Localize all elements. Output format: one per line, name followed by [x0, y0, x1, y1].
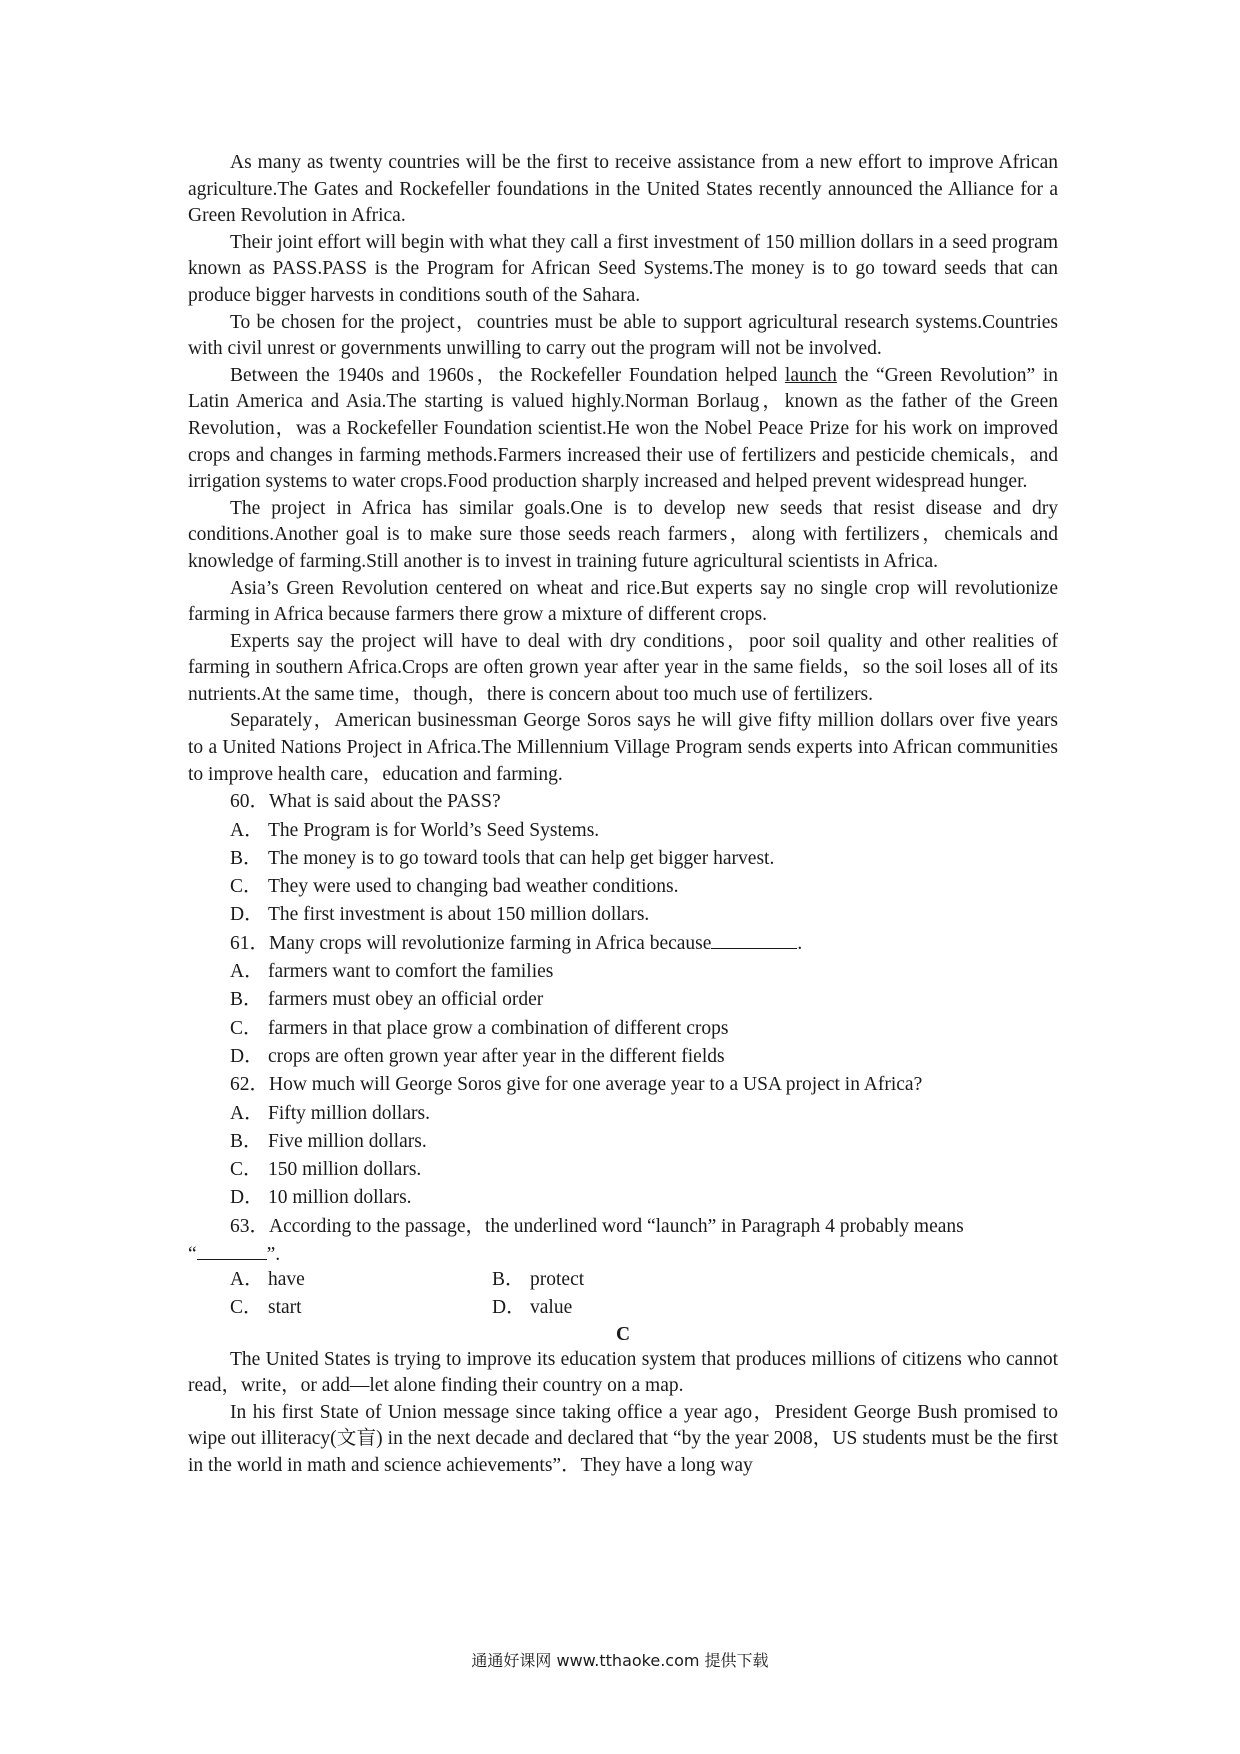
question-63-option-b: B． protect	[492, 1269, 585, 1290]
underlined-word-launch: launch	[784, 364, 837, 386]
passage-c-paragraph-1: The United States is trying to improve its education system that produces millions of citizens who cannot read，write，or add—let alone finding their country on a map.	[188, 1348, 1058, 1397]
question-63-option-c: C． start	[230, 1297, 302, 1319]
passage-b-paragraph-5: The project in Africa has similar goals.One is to develop new seeds that resist disease and dry conditions.Another goal is to make sure those seeds reach farmers，along with fertilizers，chemicals and knowledge of farming.Still another is to invest in training future agricultural scientists in Africa.	[188, 497, 1058, 572]
paragraph-4-text-before: Between the 1940s and 1960s，the Rockefeller Foundation helped	[230, 364, 785, 386]
question-63-option-d: D． value	[492, 1297, 573, 1319]
answer-blank	[711, 930, 797, 949]
paragraph-4-text-after: the “Green Revolution” in Latin America and Asia.The starting is valued highly.Norman Borlaug，known as the father of the Green Revolution，was a Rockefeller Foundation scientist.He won the Nobel Peace Prize for his work on improved crops and changes in farming methods.Farmers increased their use of fertilizers and pesticide chemicals，and irrigation systems to water crops.Food production sharply increased and helped prevent widespread hunger.	[188, 364, 1058, 493]
passage-b-paragraph-3: To be chosen for the project，countries must be able to support agricultural research systems.Countries with civil unrest or governments unwilling to carry out the program will not be involved.	[188, 311, 1058, 360]
passage-b-paragraph-7: Experts say the project will have to deal with dry conditions，poor soil quality and other realities of farming in southern Africa.Crops are often grown year after year in the same fields，so the soil loses all of its nutrients.At the same time，though，there is concern about too much use of fertilizers.	[188, 630, 1058, 705]
question-61-option-c: C． farmers in that place grow a combination of different crops	[230, 1017, 729, 1039]
question-63-stem-continuation: “ ”.	[188, 1241, 1058, 1266]
question-60-option-d: D． The first investment is about 150 million dollars.	[230, 904, 650, 926]
question-63-options-row-2	[188, 1294, 1058, 1322]
question-62-option-c: C． 150 million dollars.	[230, 1159, 422, 1181]
passage-b-paragraph-4	[188, 363, 1058, 496]
question-60-option-c: C． They were used to changing bad weather conditions.	[230, 876, 679, 898]
question-61-option-a: A． farmers want to comfort the families	[230, 961, 554, 983]
answer-blank	[197, 1241, 267, 1260]
question-61-option-b: B． farmers must obey an official order	[230, 989, 544, 1011]
page-footer: 通通好课网 www.tthaoke.com 提供下载	[471, 1651, 769, 1670]
passage-b-paragraph-8: Separately，American businessman George Soros says he will give fifty million dollars over five years to a United Nations Project in Africa.The Millennium Village Program sends experts into African communities to improve health care，education and farming.	[188, 710, 1058, 785]
passage-b-paragraph-1: As many as twenty countries will be the first to receive assistance from a new effort to improve African agriculture.The Gates and Rockefeller foundations in the United States recently announced the Alliance for a Green Revolution in Africa.	[188, 152, 1058, 227]
passage-c-paragraph-2: In his first State of Union message since taking office a year ago，President George Bush promised to wipe out illiteracy(文盲) in the next decade and declared that “by the year 2008，US students must be the first in the world in math and science achievements”．They have a long way	[188, 1401, 1058, 1476]
question-62-option-d: D． 10 million dollars.	[230, 1187, 412, 1209]
question-60-option-a: A． The Program is for World’s Seed Systems.	[230, 819, 600, 841]
section-c-heading: C	[615, 1323, 631, 1345]
passage-b-paragraph-6: Asia’s Green Revolution centered on wheat and rice.But experts say no single crop will revolutionize farming in Africa because farmers there grow a mixture of different crops.	[188, 577, 1058, 626]
question-61-stem: 61．Many crops will revolutionize farming in Africa because .	[188, 930, 1058, 958]
question-63-stem: 63．According to the passage，the underlined word “launch” in Paragraph 4 probably means	[230, 1215, 964, 1237]
question-62-option-a: A． Fifty million dollars.	[230, 1102, 430, 1124]
question-62-option-b: B． Five million dollars.	[230, 1130, 427, 1152]
question-63-options-row-1	[188, 1266, 1058, 1294]
passage-b-paragraph-2: Their joint effort will begin with what they call a first investment of 150 million dollars in a seed program known as PASS.PASS is the Program for African Seed Systems.The money is to go toward seeds that can produce bigger harvests in conditions south of the Sahara.	[188, 231, 1058, 306]
question-60-stem: 60．What is said about the PASS?	[230, 791, 501, 813]
question-60-option-b: B． The money is to go toward tools that can help get bigger harvest.	[230, 847, 775, 869]
question-62-stem: 62．How much will George Soros give for one average year to a USA project in Africa?	[230, 1074, 923, 1096]
question-63-option-a: A． have	[230, 1269, 305, 1290]
document-page	[188, 150, 1058, 1480]
question-61-option-d: D． crops are often grown year after year in the different fields	[230, 1045, 725, 1067]
